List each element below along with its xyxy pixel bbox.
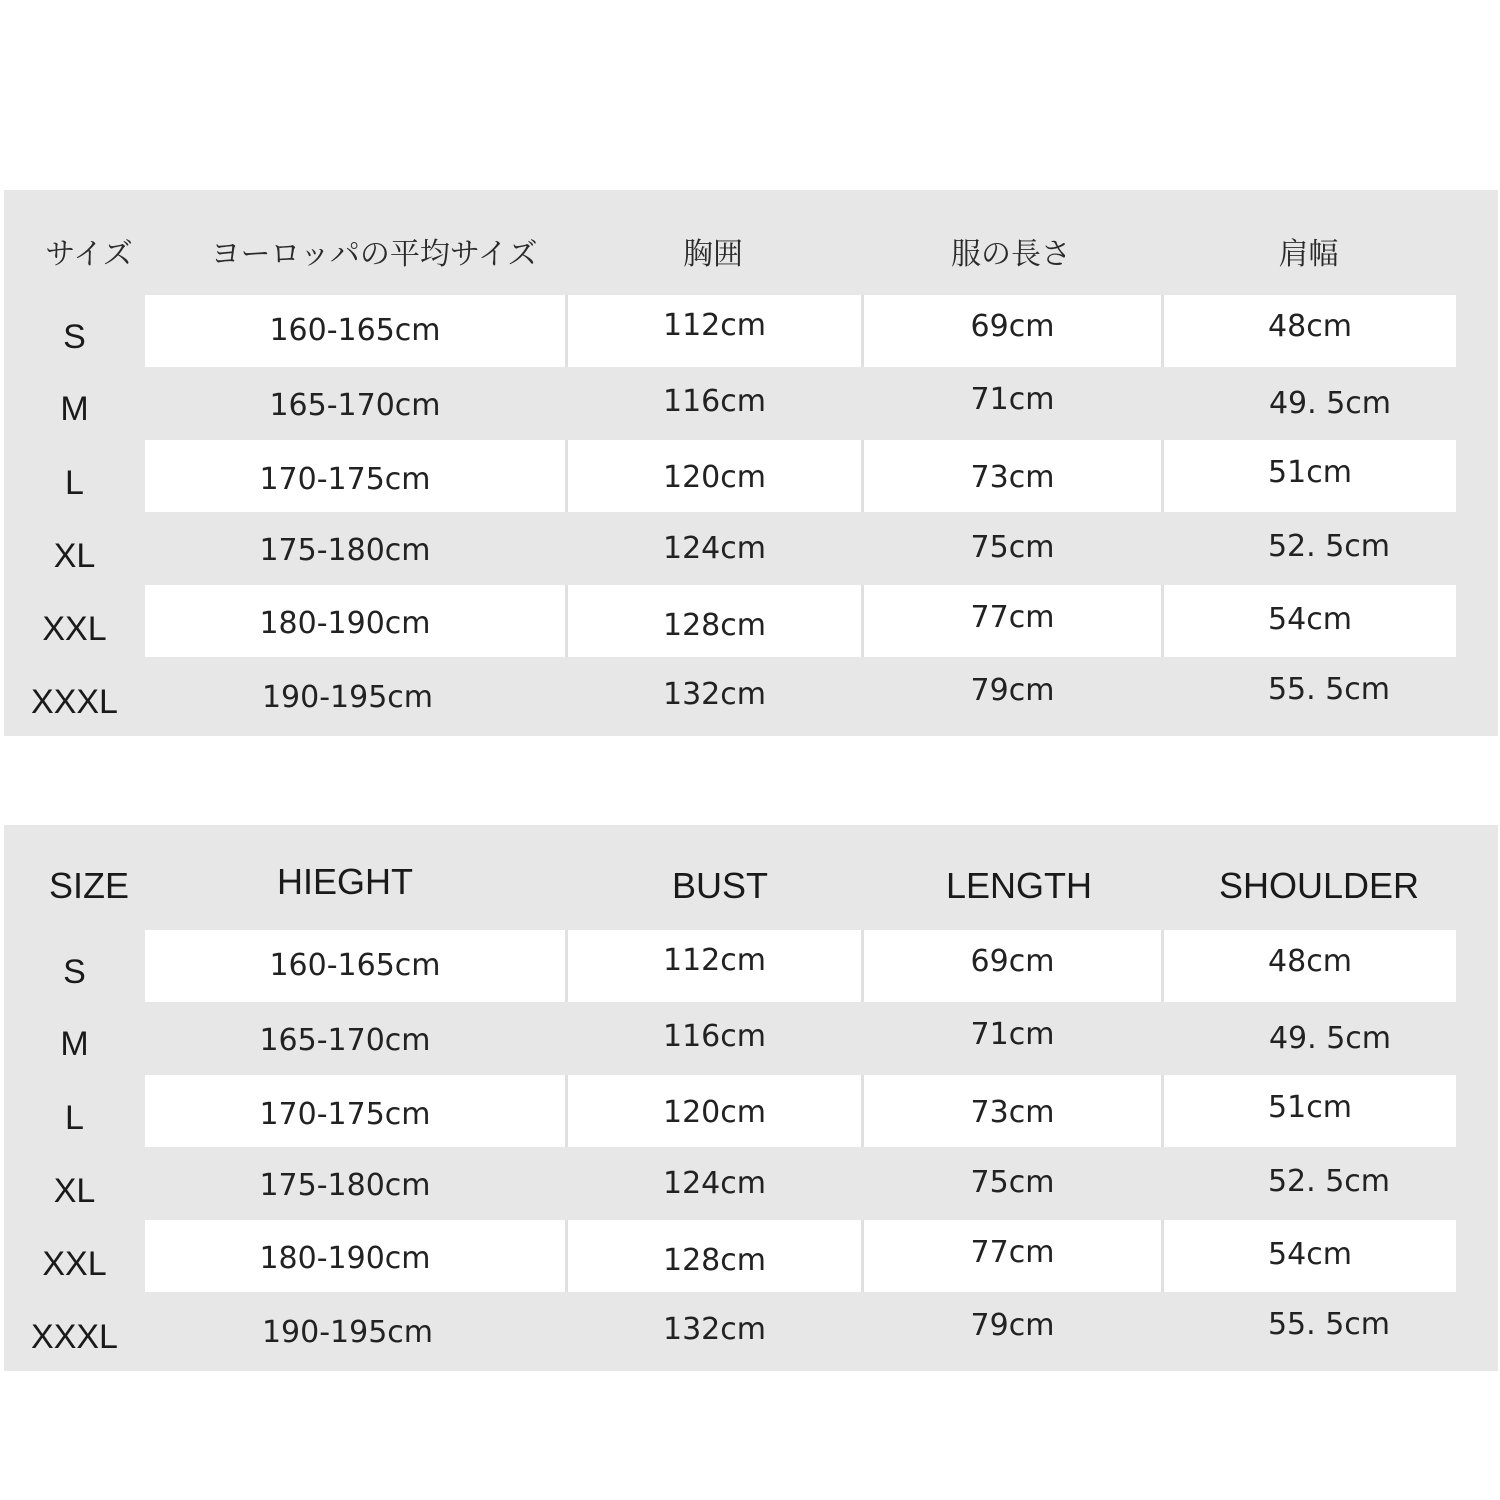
size-label: L [65,1099,84,1137]
length-cell: 77cm [970,600,1055,635]
shoulder-cell: 55. 5cm [1267,672,1391,707]
bust-cell: 112cm [663,943,766,978]
size-table-japanese [4,190,1498,736]
length-cell: 79cm [970,1308,1055,1343]
header-size: サイズ [45,237,133,272]
shoulder-cell: 54cm [1268,1237,1352,1272]
header-height: HIEGHT [276,861,413,902]
length-cell: 73cm [970,1095,1055,1130]
length-cell: 75cm [970,1165,1055,1200]
height-cell: 170-175cm [259,1097,431,1132]
shoulder-cell: 52. 5cm [1267,1164,1391,1199]
header-length: 服の長さ [951,237,1071,272]
size-table-english [4,825,1498,1371]
length-cell: 77cm [970,1235,1055,1270]
length-cell: 75cm [970,530,1055,565]
header-shoulder: SHOULDER [1218,865,1420,906]
height-cell: 190-195cm [261,1315,434,1350]
height-cell: 190-195cm [261,680,434,715]
height-cell: 160-165cm [269,948,441,983]
bust-cell: 120cm [663,460,766,495]
header-size: SIZE [48,865,129,906]
size-label: M [60,1025,89,1063]
shoulder-cell: 49. 5cm [1268,1021,1392,1056]
size-label: M [60,390,89,428]
size-label: S [63,318,86,356]
size-label: XL [53,1172,96,1210]
length-cell: 69cm [970,309,1055,344]
height-cell: 175-180cm [259,1168,431,1203]
shoulder-cell: 54cm [1268,602,1352,637]
height-cell: 180-190cm [259,606,431,641]
header-height: ヨーロッパの平均サイズ [210,237,538,272]
shoulder-cell: 51cm [1268,1090,1352,1125]
height-cell: 160-165cm [269,313,441,348]
shoulder-cell: 55. 5cm [1267,1307,1391,1342]
header-shoulder: 肩幅 [1278,237,1339,272]
bust-cell: 116cm [663,384,766,419]
shoulder-cell: 52. 5cm [1267,529,1391,564]
shoulder-cell: 48cm [1268,309,1352,344]
shoulder-cell: 51cm [1268,455,1352,490]
length-cell: 73cm [970,460,1055,495]
height-cell: 165-170cm [259,1023,431,1058]
height-cell: 180-190cm [259,1241,431,1276]
size-label: XXXL [31,683,118,721]
bust-cell: 120cm [663,1095,766,1130]
bust-cell: 124cm [663,1166,766,1201]
length-cell: 79cm [970,673,1055,708]
bust-cell: 112cm [663,308,766,343]
length-cell: 71cm [970,382,1055,417]
header-bust: BUST [671,865,768,906]
size-label: XXL [42,1245,107,1283]
height-cell: 165-170cm [269,388,441,423]
header-length: LENGTH [945,865,1093,906]
shoulder-cell: 48cm [1268,944,1352,979]
header-bust: 胸囲 [683,237,743,272]
size-label: XXL [42,610,107,648]
size-label: XXXL [31,1318,118,1356]
length-cell: 71cm [970,1017,1055,1052]
shoulder-cell: 49. 5cm [1268,386,1392,421]
bust-cell: 132cm [663,677,766,712]
size-label: L [65,464,84,502]
bust-cell: 128cm [663,608,766,643]
bust-cell: 116cm [663,1019,766,1054]
height-cell: 170-175cm [259,462,431,497]
height-cell: 175-180cm [259,533,431,568]
length-cell: 69cm [970,944,1055,979]
bust-cell: 124cm [663,531,766,566]
bust-cell: 128cm [663,1243,766,1278]
bust-cell: 132cm [663,1312,766,1347]
size-label: S [63,953,86,991]
size-label: XL [53,537,96,575]
